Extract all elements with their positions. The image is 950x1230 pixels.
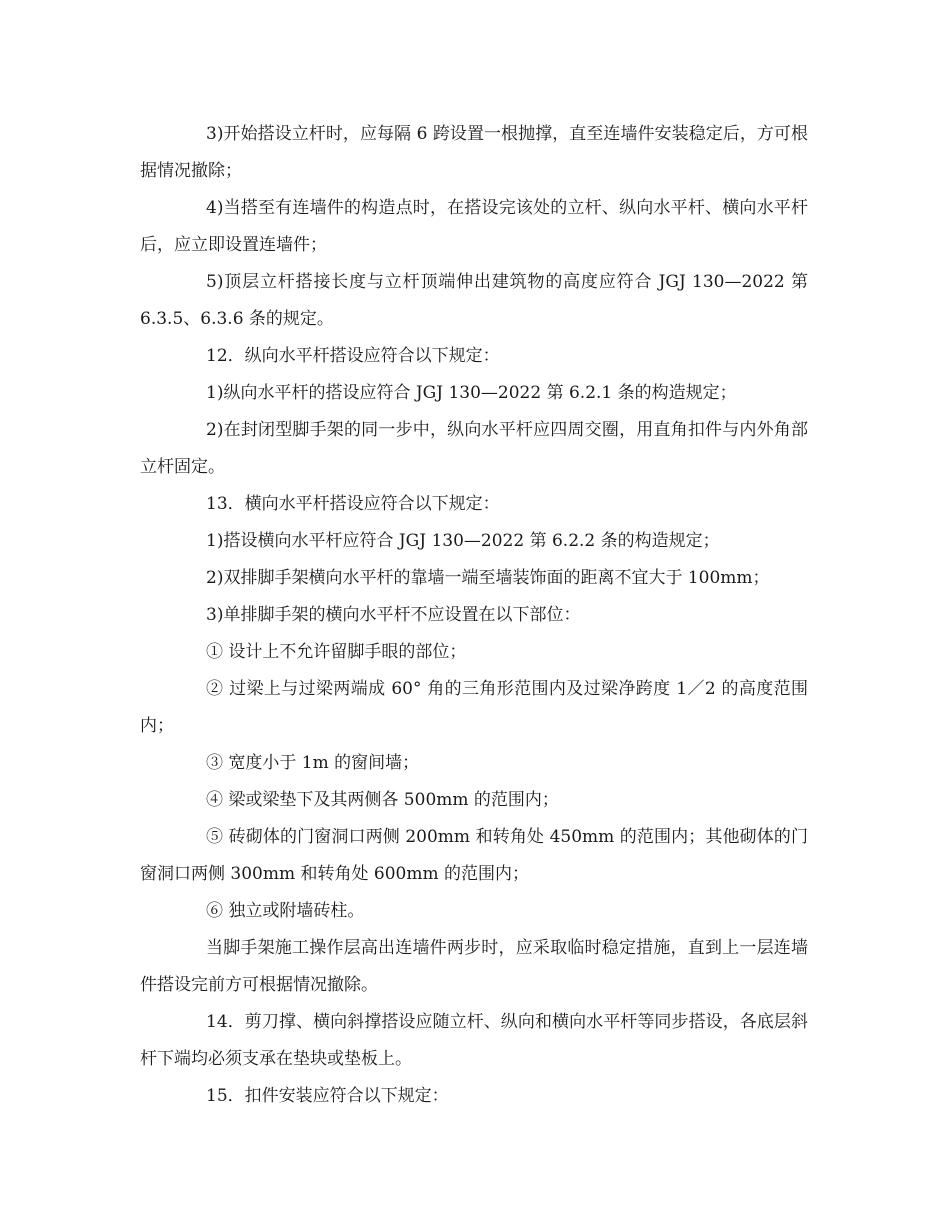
list-item-6: ⑥ 独立或附墙砖柱。 xyxy=(206,901,365,921)
paragraph-3: 5)顶层立杆搭接长度与立杆顶端伸出建筑物的高度应符合 JGJ 130—2022 第 6.3.5、6.3.6 条的规定。 xyxy=(140,272,808,329)
paragraph-5: 1)纵向水平杆的搭设应符合 JGJ 130—2022 第 6.2.1 条的构造规定； xyxy=(206,383,737,403)
section-15-heading: 15．扣件安装应符合以下规定： xyxy=(206,1086,449,1106)
document-body xyxy=(140,116,808,1115)
paragraph-17: 当脚手架施工操作层高出连墙件两步时，应采取临时稳定措施，直到上一层连墙件搭设完前方可根据情况撤除。 xyxy=(140,938,808,995)
list-item-2: ② 过梁上与过梁两端成 60° 角的三角形范围内及过梁净跨度 1／2 的高度范围内； xyxy=(140,679,808,736)
section-12-heading: 12．纵向水平杆搭设应符合以下规定： xyxy=(206,346,500,366)
list-item-1: ① 设计上不允许留脚手眼的部位； xyxy=(206,642,467,662)
paragraph-1: 3)开始搭设立杆时，应每隔 6 跨设置一根抛撑，直至连墙件安装稳定后，方可根据情况撤除； xyxy=(140,124,808,181)
section-14-heading: 14．剪刀撑、横向斜撑搭设应随立杆、纵向和横向水平杆等同步搭设，各底层斜杆下端均必须支承在垫块或垫板上。 xyxy=(140,1012,808,1069)
section-13-heading: 13．横向水平杆搭设应符合以下规定： xyxy=(206,494,500,514)
paragraph-2: 4)当搭至有连墙件的构造点时，在搭设完该处的立杆、纵向水平杆、横向水平杆后，应立即设置连墙件； xyxy=(140,198,808,255)
paragraph-9: 2)双排脚手架横向水平杆的靠墙一端至墙装饰面的距离不宜大于 100mm； xyxy=(206,568,770,588)
list-item-3: ③ 宽度小于 1m 的窗间墙； xyxy=(206,753,420,773)
paragraph-10: 3)单排脚手架的横向水平杆不应设置在以下部位： xyxy=(206,605,581,625)
list-item-5: ⑤ 砖砌体的门窗洞口两侧 200mm 和转角处 450mm 的范围内；其他砌体的门窗洞口两侧 300mm 和转角处 600mm 的范围内； xyxy=(140,827,808,884)
list-item-4: ④ 梁或梁垫下及其两侧各 500mm 的范围内； xyxy=(206,790,559,810)
paragraph-8: 1)搭设横向水平杆应符合 JGJ 130—2022 第 6.2.2 条的构造规定； xyxy=(206,531,720,551)
paragraph-6: 2)在封闭型脚手架的同一步中，纵向水平杆应四周交圈，用直角扣件与内外角部立杆固定。 xyxy=(140,420,808,477)
